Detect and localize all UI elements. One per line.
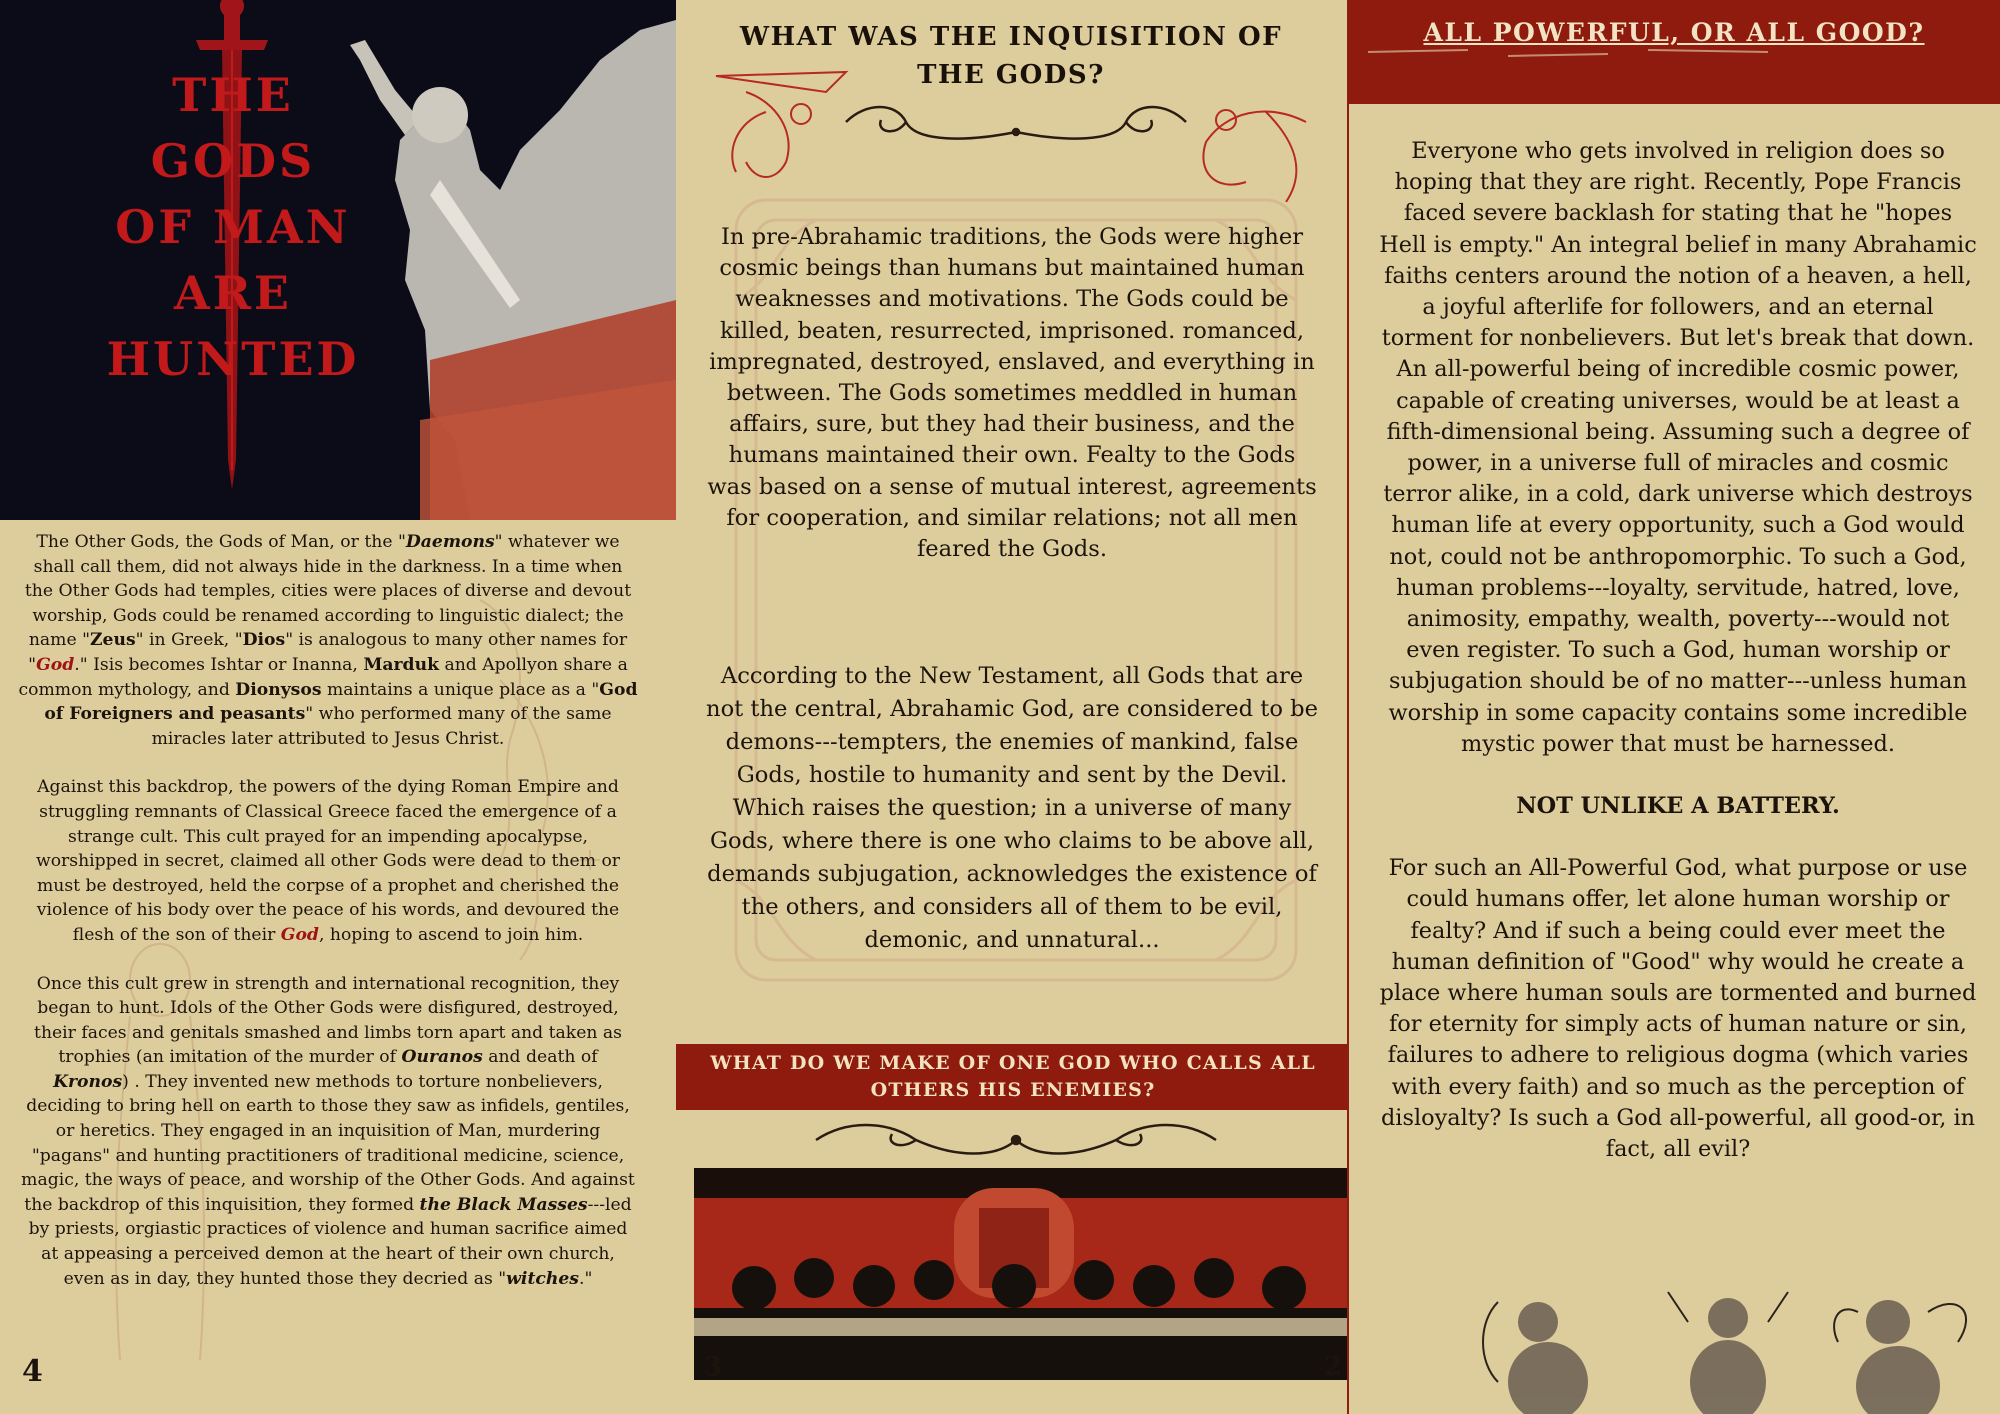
hero-title (95, 62, 371, 392)
hero-title-line: THE (172, 68, 294, 122)
term-god: God (36, 654, 75, 675)
term-zeus: Zeus (90, 630, 136, 651)
text: " in Greek, " (135, 630, 243, 651)
right-paragraph-2: For such an All-Powerful God, what purpose or use could humans offer, let alone human worship or fealty? And if such a being could ever meet the human definition of "Good" why would he create a place where human souls are tormented and burned for eternity for simply acts of human nature or sin, failures to adhere to religious dogma (which varies with every faith) and so much as the perception of disloyalty? Is such a God all-powerful, all good-or, in fact, all evil? (1379, 855, 1977, 1163)
term-dionysos: Dionysos (235, 679, 322, 700)
text: The Other Gods, the Gods of Man, or the " (36, 532, 406, 552)
right-paragraph-1: Everyone who gets involved in religion does so hoping that they are right. Recently, Pope Francis faced severe backlash for stating that he "hopes Hell is empty." An integral belief in many Abrahamic faiths centers around the notion of a heaven, a hell, a joyful afterlife for followers, and an eternal torment for nonbelievers. But let's break that down. An all-powerful being of incredible cosmic power, capable of creating universes, would be at least a fifth-dimensional being. Assuming such a degree of power, in a universe full of miracles and cosmic terror alike, in a cold, dark universe which destroys human life at every opportunity, such a God would not, could not be anthropomorphic. To such a God, human problems---loyalty, servitude, hatred, love, animosity, empathy, wealth, poverty---would not even register. To such a God, human worship or subjugation should be of no matter---unless human worship in some capacity contains some incredible mystic power that must be harnessed. (1379, 138, 1977, 757)
hero-title-line: OF MAN (115, 200, 351, 254)
term-ouranos: Ouranos (401, 1047, 483, 1068)
term-kronos: Kronos (53, 1071, 123, 1092)
text: Once this cult grew in strength and international recognition, they began to hunt. Idols of the Other Gods were disfigured, destroyed, their faces and genitals smashed and limbs torn apart and taken as trophies (an imitation of the murder of (34, 973, 622, 1068)
text: maintains a unique place as a " (321, 679, 600, 700)
right-banner (1348, 0, 2000, 104)
right-heading: ALL POWERFUL, OR ALL GOOD? (1423, 18, 1925, 47)
term-dios: Dios (242, 630, 286, 651)
term-black-masses: the Black Masses (419, 1194, 588, 1215)
hero-title-line: HUNTED (106, 332, 360, 386)
hero-image (0, 0, 676, 520)
term-daemons: Daemons (405, 532, 495, 552)
page-number-right: 2 (1324, 1352, 1343, 1382)
text: , hoping to ascend to join him. (318, 924, 584, 945)
text: " whatever we shall call them, did not always hide in the darkness. In a time when the Other Gods had temples, cities were places of diverse and devout worship, Gods could be renamed according to linguistic dialect; the name " (24, 532, 632, 651)
text: ---led by priests, orgiastic practices of violence and human sacrifice aimed at appeasing a perceived demon at the heart of their own church, even as in day, they hunted those they decried as " (28, 1194, 632, 1289)
text: ." Isis becomes Ishtar or Inanna, (74, 654, 364, 675)
cherubs-illustration (1458, 1282, 1998, 1414)
text: Against this backdrop, the powers of the dying Roman Empire and struggling remnants of Classical Greece faced the emergence of a strange cult. This cult prayed for an impending apocalypse, worshipped in secret, claimed all other Gods were dead to them or must be destroyed, held the corpse of a prophet and cherished the violence of his body over the peace of his words, and devoured the flesh of the son of their (35, 777, 621, 945)
middle-banner-text: WHAT DO WE MAKE OF ONE GOD WHO CALLS ALL OTHERS HIS ENEMIES? (710, 1052, 1316, 1101)
term-god-of-foreigners: God of Foreigners and peasants (44, 679, 638, 725)
text: and Apollyon share a common mythology, and (18, 654, 628, 700)
hero-title-line: ARE (174, 266, 292, 320)
scroll-flourish (846, 107, 1186, 139)
page-number-left: 3 (704, 1352, 723, 1382)
text: ) . They invented new methods to torture nonbelievers, deciding to bring hell on earth to those they saw as infidels, gentiles, or heretics. They engaged in an inquisition of Man, murdering "pagans" and hunting practitioners of traditional medicine, science, magic, the ways of peace, and worship of the Other Gods. And against the backdrop of this inquisition, they formed (21, 1071, 635, 1215)
middle-page (676, 0, 1348, 1414)
scroll-flourish-icon (806, 1118, 1226, 1162)
left-paragraph-1 (18, 530, 638, 751)
angels-illustration (706, 62, 1326, 202)
text: " is analogous to many other names for " (28, 630, 628, 675)
text: " who performed many of the same miracles later attributed to Jesus Christ. (151, 704, 612, 749)
right-subheading: NOT UNLIKE A BATTERY. (1516, 793, 1840, 820)
right-page (1348, 0, 2000, 1414)
middle-paragraph-1: In pre-Abrahamic traditions, the Gods were higher cosmic beings than humans but maintained human weaknesses and motivations. The Gods could be killed, beaten, resurrected, imprisoned. romanced, impregnated, destroyed, enslaved, and everything in between. The Gods sometimes meddled in human affairs, sure, but they had their business, and the humans maintained their own. Fealty to the Gods was based on a sense of mutual interest, agreements for cooperation, and similar relations; not all men feared the Gods. (707, 224, 1317, 563)
left-paragraph-2 (18, 775, 638, 947)
last-supper-illustration (694, 1168, 1348, 1380)
left-body-text (18, 530, 638, 1315)
right-body-text (1378, 136, 1978, 1196)
term-witches: witches (506, 1268, 579, 1289)
term-marduk: Marduk (363, 654, 439, 675)
left-page (0, 0, 676, 1414)
left-paragraph-3 (18, 972, 638, 1292)
text: ." (578, 1268, 593, 1289)
hero-title-line: GODS (150, 134, 316, 188)
term-god: God (280, 924, 319, 945)
text: and death of (482, 1047, 598, 1068)
middle-paragraph-2: According to the New Testament, all Gods that are not the central, Abrahamic God, are considered to be demons---tempters, the enemies of mankind, false Gods, hostile to humanity and sent by the Devil. Which raises the question; in a universe of many Gods, where there is one who claims to be above all, demands subjugation, acknowledges the existence of the others, and considers all of them to be evil, demonic, and unnatural... (706, 663, 1318, 953)
page-number: 4 (22, 1354, 43, 1389)
middle-heading: WHAT WAS THE INQUISITION OF THE GODS? (739, 22, 1283, 90)
